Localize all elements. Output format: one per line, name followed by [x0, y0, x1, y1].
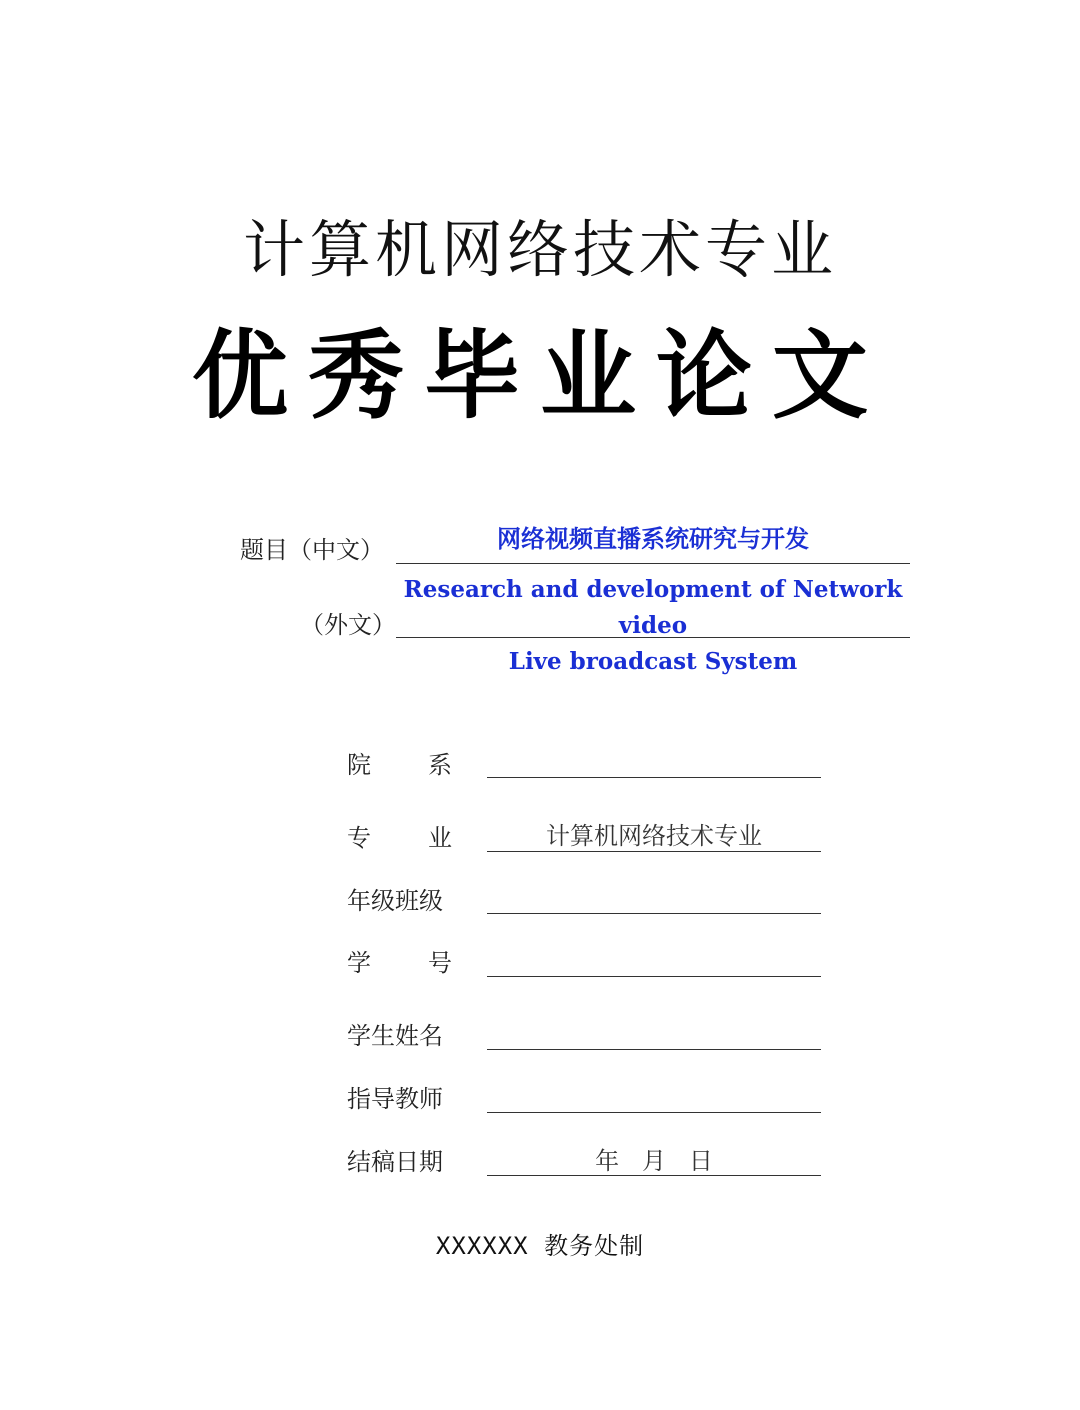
title-cn-label: 题目（中文）	[240, 536, 384, 564]
student-id-label: 学 号	[347, 949, 452, 977]
major-underline	[487, 851, 821, 852]
department-underline	[487, 777, 821, 778]
advisor-label: 指导教师	[347, 1085, 443, 1113]
major-heading: 计算机网络技术专业	[242, 213, 837, 286]
department-label: 院 系	[347, 751, 452, 779]
issuer-footer: XXXXXX 教务处制	[435, 1232, 645, 1260]
completion-date-value[interactable]: 年 月 日	[595, 1147, 713, 1175]
major-value[interactable]: 计算机网络技术专业	[546, 822, 762, 850]
completion-date-underline	[487, 1175, 821, 1176]
title-en-underline	[396, 637, 910, 638]
title-en-line-2: Live broadcast System	[508, 648, 798, 675]
student-name-underline	[487, 1049, 821, 1050]
title-cn-underline	[396, 563, 910, 564]
main-heading: 优秀毕业论文	[192, 319, 888, 432]
class-label: 年级班级	[347, 887, 443, 915]
completion-date-label: 结稿日期	[347, 1148, 443, 1176]
title-en-label: （外文）	[300, 611, 396, 639]
class-underline	[487, 913, 821, 914]
title-en-line-1: Research and development of Network video	[403, 576, 903, 639]
title-cn-value: 网络视频直播系统研究与开发	[497, 525, 809, 553]
advisor-underline	[487, 1112, 821, 1113]
major-label: 专 业	[347, 824, 452, 852]
student-id-underline	[487, 976, 821, 977]
title-en-value	[400, 572, 906, 680]
student-name-label: 学生姓名	[347, 1022, 443, 1050]
